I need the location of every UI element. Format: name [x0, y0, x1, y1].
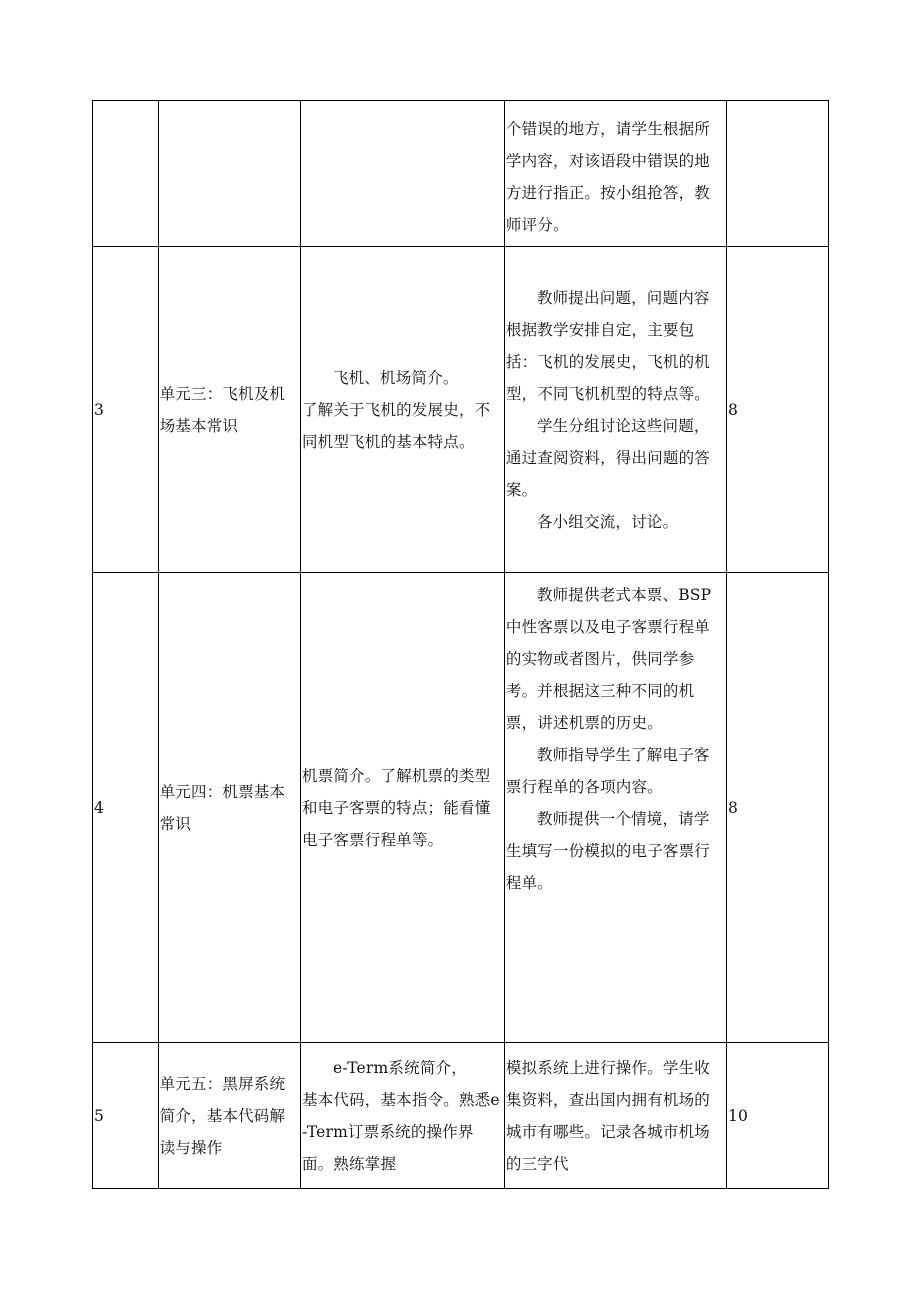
- method-paragraph: 教师提出问题，问题内容根据教学安排自定，主要包括：飞机的发展史，飞机的机型，不同飞机机型的特点等。: [505, 288, 710, 403]
- content-paragraph: 基本代码，基本指令。熟悉e-Term订票系统的操作界面。熟练掌握: [301, 1090, 500, 1173]
- row-number-cell: 4: [93, 573, 159, 1043]
- method-paragraph: 各小组交流，讨论。: [536, 512, 679, 531]
- method-paragraph: 教师指导学生了解电子客票行程单的各项内容。: [505, 746, 710, 796]
- row-number-cell: [93, 101, 159, 247]
- method-cell: [504, 573, 726, 1043]
- content-paragraph: e-Term系统简介，: [332, 1058, 467, 1077]
- method-paragraph: 模拟系统上进行操作。学生收集资料，查出国内拥有机场的城市有哪些。记录各城市机场的三字代: [505, 1058, 710, 1173]
- table-row: [93, 1043, 829, 1189]
- unit-cell: 单元五：黑屏系统简介，基本代码解读与操作: [158, 1043, 300, 1189]
- method-paragraph: 个错误的地方，请学生根据所学内容，对该语段中错误的地方进行指正。按小组抢答，教师评分。: [505, 120, 710, 234]
- method-cell: [504, 101, 726, 247]
- hours-cell: 8: [727, 573, 829, 1043]
- curriculum-table: [92, 100, 829, 1189]
- content-paragraph: 了解关于飞机的发展史，不同机型飞机的基本特点。: [301, 400, 491, 451]
- method-cell: [504, 247, 726, 573]
- content-cell: [300, 101, 504, 247]
- row-number-cell: 5: [93, 1043, 159, 1189]
- content-cell: [300, 247, 504, 573]
- unit-cell: 单元四：机票基本常识: [158, 573, 300, 1043]
- method-paragraph: 教师提供老式本票、BSP中性客票以及电子客票行程单的实物或者图片，供同学参考。并根据这三种不同的机票，讲述机票的历史。: [505, 586, 712, 732]
- unit-cell: [158, 101, 300, 247]
- hours-cell: 10: [727, 1043, 829, 1189]
- hours-cell: [727, 101, 829, 247]
- method-cell: [504, 1043, 726, 1189]
- table-row: [93, 247, 829, 573]
- method-paragraph: 教师提供一个情境，请学生填写一份模拟的电子客票行程单。: [505, 810, 710, 892]
- table-row: [93, 573, 829, 1043]
- content-paragraph: 机票简介。了解机票的类型和电子客票的特点；能看懂电子客票行程单等。: [301, 766, 491, 849]
- row-number-cell: 3: [93, 247, 159, 573]
- unit-cell: 单元三：飞机及机场基本常识: [158, 247, 300, 573]
- table-row: [93, 101, 829, 247]
- content-cell: [300, 573, 504, 1043]
- method-paragraph: 学生分组讨论这些问题，通过查阅资料，得出问题的答案。: [505, 416, 710, 499]
- content-cell: [300, 1043, 504, 1189]
- hours-cell: 8: [727, 247, 829, 573]
- content-paragraph: 飞机、机场简介。: [332, 368, 459, 387]
